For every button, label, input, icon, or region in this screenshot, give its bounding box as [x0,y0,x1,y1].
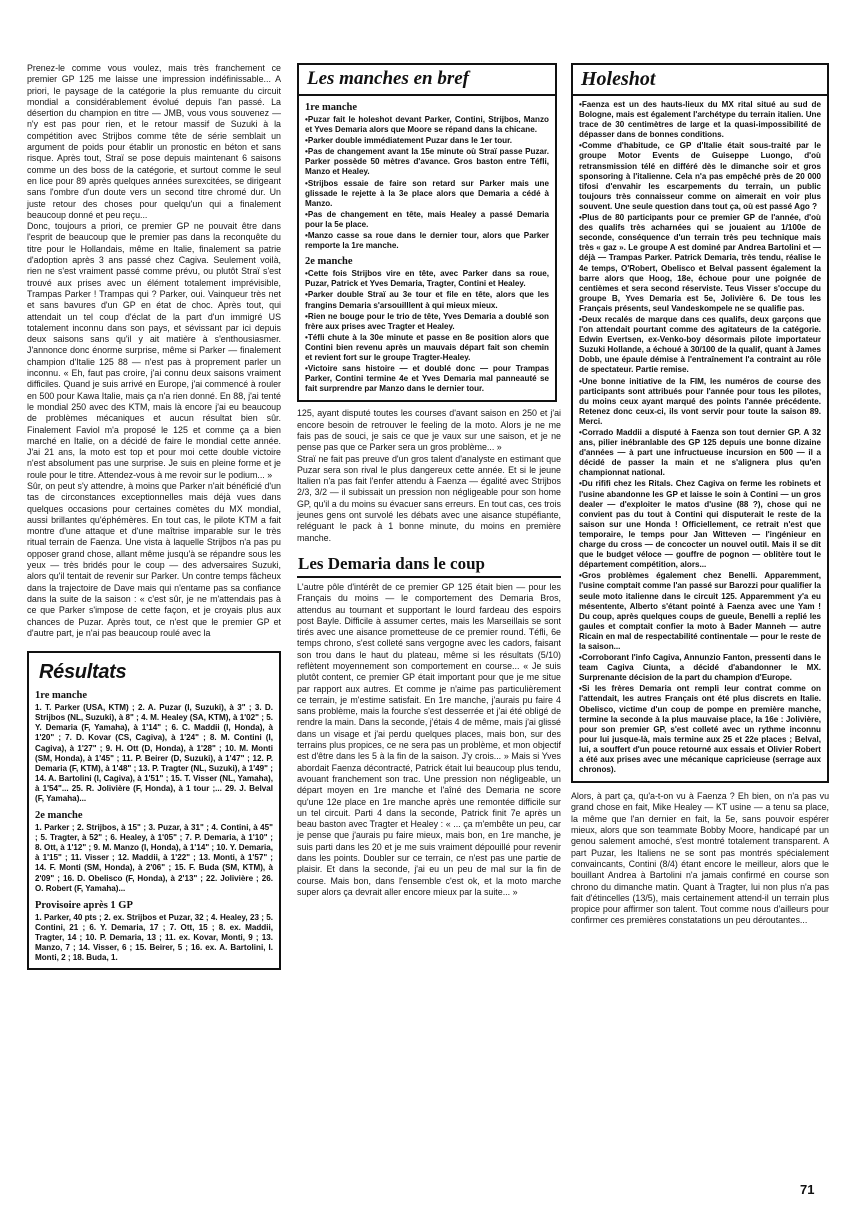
holeshot-item: • Deux recalés de marque dans ces qualifs, deux garçons que l'on attendait pourtant comme des agitateurs de la catégorie. Edwin Evertsen, ex-Venko-boy désormais pilote importateur Suzuki Hollande, a échoué à 30/100 de la qualif, quant à James Dobb, une épaule démise à l'entraînement l'a contraint au rôle de spectateur. Partie remise. [579,315,821,376]
bref-item: • Puzar fait le holeshot devant Parker, Contini, Strijbos, Manzo et Yves Demaria alors que Moore se répand dans la chicane. [305,115,549,135]
results-manche1-text: 1. T. Parker (USA, KTM) ; 2. A. Puzar (I, Suzuki), à 3" ; 3. D. Strijbos (NL, Suzuki), à 8" ; 4. M. Healey (SA, KTM), à 1'02" ; 5. Y. Demaria (F, Yamaha), à 1'14" ; 6. C. Maddii (I, Honda), à 1'20" ; 7. D. Kovar (CS, Cagiva), à 1'24" ; 8. M. Contini (I, Cagiva), à 1'27" ; 9. H. Ott (D, Honda), à 1'28" ; 10. M. Monti (SM, Honda), à 1'45" ; 11. P. Beirer (D, Suzuki), à 1'47" ; 12. P. Demaria (F, KTM), à 1'48" ; 13. P. Tragter (NL, Suzuki), à 1'49" ; 14. A. Bartolini (I, Cagiva), à 1'51" ; 15. T. Visser (NL, Yamaha), à 1'54"... 25. R. Jolivière (F, Honda), à 1 tour ;... 29. J. Belval (F, Yamaha)... [35,703,273,803]
manches-en-bref-title: Les manches en bref [299,65,555,96]
bref-item: • Parker double Straï au 3e tour et file en tête, alors que les frangins Demaria s'arsouilllent à qui mieux mieux. [305,290,549,310]
bref-item: • Parker double immédiatement Puzar dans le 1er tour. [305,136,549,146]
holeshot-item: • Faenza est un des hauts-lieux du MX rital situé au sud de Bologne, mais est également l'archétype du terrain italien. Une trace de 30 centimètres de large et la quasi-impossibilité de dépasser dans de bonnes conditions. [579,100,821,140]
bref-item: • Rien ne bouge pour le trio de tête, Yves Demaria a doublé son frère aux prises avec Tragter et Healey. [305,312,549,332]
results-box [27,651,281,970]
results-title: Résultats [39,661,127,684]
article-paragraph: L'autre pôle d'intérêt de ce premier GP 125 était bien — pour les Français du moins — le comportement des Demaria Bros, attendus au tournant et supportant le lourd fardeau des espoirs post Bayle. Difficile à assumer certes, mais les Marseillais se sont tirés avec une aisance prometteuse de ce premier round. Téfli, 6e temps chrono, s'est colleté sans vergogne avec les cadors, faisant son trou dans le haut du plateau, même si les résultats (5/10) reflètent moyennement son comportement en course... « Je suis plutôt content, ce premier GP était important pour que je me situe par rapport aux autres. Et comme je n'aime pas particulièrement ce terrain, je m'estime satisfait. En 1re manche, j'aurais pu faire 4 sans problème, mais la fourche s'est desserrée et j'ai été obligé de rendre la main. Dans la seconde, j'étais 4 de même, mais j'ai glissé dans un visage et j'ai perdu quelques places, mais bon, sur des terrains plus propices, ce ne sera pas un problème, et mon objectif est d'être dans les 5 à la fin de la saison. J'y crois... » Mais si Yves abordait Faenza décontracté, Patrick était lui beaucoup plus tendu, avouant franchement son trac. Une pression non négligeable, un départ moyen en 1re manche et l'aîné des Demaria ne score qu'une 12e place en 1re manche après une remontée difficile sur un tel circuit. Parti 4 dans la seconde, Patrick finit 7e après un beau baston avec Tragter et Healey : « ... ça m'embête un peu, car je pense que j'aurais pu faire mieux, mais bon, en 1re manche, je suis parti dans les 20 et je me suis vraiment dépouillé pour revenir dans les points. Doubler sur ce terrain, ce n'est pas une partie de plaisir. Et dans la seconde, j'ai eu un peu de mal sur la fin de course. Mais bon, dans l'ensemble c'est ok, et la moto marche super alors ça devrait aller encore mieux par la suite... » [297,581,561,897]
holeshot-item: • Une bonne initiative de la FIM, les numéros de course des participants sont attribués pour l'année pour tous les pilotes, du moins ceux ayant marqué des points l'année précédente. Retenez donc ceux-ci, ils vont servir pour toute la saison 89. Merci. [579,377,821,427]
holeshot-box [571,63,829,783]
holeshot-item: • Corroborant l'info Cagiva, Annunzio Fanton, pressenti dans le team Cagiva Ciunta, a décidé d'abandonner le MX. Surprenante décision de la part du champion d'Europe. [579,653,821,683]
holeshot-item: • Corrado Maddii a disputé à Faenza son tout dernier GP. A 32 ans, pilier inébranlable des GP 125 depuis une bonne dizaine d'années — à part une infructueuse incursion en 500 — il a décidé de passer la main et ne s'alignera plus qu'en championnat national. [579,428,821,478]
manches-en-bref-box [297,63,557,402]
holeshot-item: • Si les frères Demaria ont rempli leur contrat comme on l'attendait, les autres Français ont été plus discrets en Italie. Obelisco, victime d'un coup de pompe en première manche, termine la seconde à la plus mauvaise place, la 16e : Jolivière, pour son premier GP, s'est colleté avec un rythme inconnu pour lui jusque-là, mais termine aux 25 et 22e places ; Belval, lui, a souffert d'un pouce retourné aux essais et Olivier Robert a été aux prises avec une mécanique capricieuse (serrage aux chronos). [579,684,821,775]
bref-item: • Manzo casse sa roue dans le dernier tour, alors que Parker remporte la 1re manche. [305,231,549,251]
results-provisional-title: Provisoire après 1 GP [35,899,133,911]
holeshot-item: • Du rififi chez les Ritals. Chez Cagiva on ferme les robinets et l'usine abandonne les GP et laisse le soin à Contini — un gros dealer — d'exploiter le matos d'usine (88 ?), chose qui ne convient pas du tout à Contini qui disputerait le reste de la saison sur une Honda ! Officiellement, ce retrait n'est que temporaire, le temps pour Jan Witteven — l'ingénieur en charge du cross — de concocter un nouvel outil. Mais il se dit que le budget véloce — gouffre de pognon — oblitère tout le département compétition, alors... [579,479,821,570]
bref-manche2-title: 2e manche [305,256,353,268]
bref-manche1-title: 1re manche [305,102,358,113]
results-manche1-title: 1re manche [35,690,88,702]
holeshot-title: Holeshot [573,65,827,96]
bref-item: • Pas de changement en tête, mais Healey a passé Demaria pour la 5e place. [305,210,549,230]
results-manche2-title: 2e manche [35,810,83,822]
column-middle [297,63,561,898]
bref-item: • Victoire sans histoire — et doublé donc — pour Trampas Parker, Contini termine 4e et Yves Demaria mal panneauté se fait surprendre par Manzo dans le dernier tour. [305,364,549,394]
column-right [571,63,829,927]
bref-item: • Cette fois Strijbos vire en tête, avec Parker dans sa roue, Puzar, Patrick et Yves Demaria, Tragter, Contini et Healey. [305,269,549,289]
bref-item: • Pas de changement avant la 15e minute où Straï passe Puzar. Parker possède 50 mètres d'avance. Gros baston entre Téfli, Manzo et Healey. [305,147,549,177]
holeshot-item: • Gros problèmes également chez Benelli. Apparemment, l'usine comptait comme l'an passé sur Barozzi pour qualifier la seule moto italienne dans le circuit 125. Apparemment y'a eu mésentente, Alberto s'étant pointé à Faenza avec une Yam ! Du coup, après quelques coups de gueule, Benelli a replié les gaules et comptait confier la moto à Bader Manneh — autre Ricain en mal de respectabilité continentale — pour le reste de la saison... [579,571,821,652]
holeshot-item: • Comme d'habitude, ce GP d'Italie était sous-traité par le groupe Motor Events de Guiseppe Luongo, d'où retransmission télé en différé dès le dimanche soir et gros sponsoring à l'italienne. Cela n'a pas empêché près de 20 000 tifosi d'envahir les escarpements du terrain, un public toujours très connaisseur comme on aimerait en voir plus souvent. Une seule question dans tout ça, où est passé Ago ? [579,141,821,212]
holeshot-item: • Plus de 80 participants pour ce premier GP de l'année, d'où des qualifs très acharnées qui se jouaient au 1/100e de seconde, conséquence d'un terrain très peu technique mais très « gaz ». Le groupe A est dominé par Andrea Bartolini et — déjà — Trampas Parker. Patrick Demaria, très tendu, réalise le 4e temps, O'Robert, Obelisco et Belval passent également la barre alors que Hoog, 18e, échoue pour une poignée de centièmes et sera second réserviste. Teus Visser s'occupe du groupe B, Yves Demaria est 5e, Jolivière 6. De tous les Français présents, seul Vandeskompele ne se qualifie pas. [579,213,821,314]
article-paragraph: Alors, à part ça, qu'a-t-on vu à Faenza ? Eh bien, on n'a pas vu grand chose en fait, Mike Healey — KT usine — a tenu sa place, la même que l'an dernier en fait, la 5e, sans pouvoir espérer mieux, alors que son teammate Bobby Moore, handicapé par un genou salement amoché, s'est montré totalement transparent. A part Puzar, les Italiens ne se sont pas montrés spécialement convaincants, Contini (8/4) étant encore le meilleur, alors que le bouillant Andrea à Bartolini n'a jamais confirmé en course son chrono du dimanche matin. Quant à Tragter, lui non plus n'a pas fait d'étincelles (13/5), mais certainement attend-il un terrain plus propice pour affirmer son talent. Tout comme nous d'ailleurs pour confirmer ces premières constatations un peu déroutantes... [571,791,829,926]
results-manche2-text: 1. Parker ; 2. Strijbos, à 15" ; 3. Puzar, à 31" ; 4. Contini, à 45" ; 5. Tragter, à 52" ; 6. Healey, à 1'05" ; 7. P. Demaria, à 1'10" ; 8. Ott, à 1'12" ; 9. M. Manzo (I, Honda), à 1'14" ; 10. Y. Demaria, à 1'15" ; 11. Visser ; 12. Maddii, à 1'22" ; 13. Monti, à 1'57" ; 14. F. Monti (SM, Honda), à 2'06" ; 15. F. Buda (SM, KTM), à 2'09" ; 16. D. Obelisco (F, Honda), à 2'13" ; 22. Jolivière ; 26. O. Robert (F, Yamaha)... [35,823,273,893]
results-provisional-text: 1. Parker, 40 pts ; 2. ex. Strijbos et Puzar, 32 ; 4. Healey, 23 ; 5. Contini, 21 ; 6. Y. Demaria, 17 ; 7. Ott, 15 ; 8. ex. Maddii, Tragter, 14 ; 10. P. Demaria, 13 ; 11. ex. Kovar, Monti, 9 ; 13. Manzo, 7 ; 14. Visser, 6 ; 15. Beirer, 5 ; 16. ex. A. Bartolini, I. Monti, 2 ; 18. Buda, 1. [35,912,273,963]
page-number: 71 [800,1182,815,1197]
bref-item: • Téfli chute à la 30e minute et passe en 8e position alors que Contini bien revenu après un mauvais départ fait son chemin et revient fort sur le groupe Tragter-Healey. [305,333,549,363]
article-paragraph: Sûr, on peut s'y attendre, à moins que Parker n'ait bénéficié d'un tas de circonstances exceptionnelles mais déjà vues dans quelques occasions pour certaines comètes du MX mondial, aussi brillantes qu'éphémères. En tout cas, le pilote KTM a fait montre d'une attaque et d'une maîtrise imparable sur le très ritual terrain de Faenza. Une vista à laquelle Strijbos n'a pas pu opposer grand chose, allant même jusqu'à se répandre sous les yeux — très bridés pour le coup — des adversaires Suzuki, alors qu'il tentait de revenir sur Parker. Un contre temps fâcheux dans la trajectoire de Dave mais qui n'entame pas sa confiance dans la suite de la saison : « c'est sûr, je ne m'attendais pas à ce que Parker s'impose de cette façon, et je croyais plus aux chances de Puzar. Après tout, ce n'est que le premier GP et d'autre part, je n'ai pas beaucoup roulé avec la [27,480,281,638]
article-paragraph: Prenez-le comme vous voulez, mais très franchement ce premier GP 125 me laisse une impression indéfinissable... A priori, le paysage de la catégorie la plus remuante du circuit mondial a considérablement évolué depuis l'an passé. La désertion du champion en titre — JMB, vous vous souvenez — n'y est pas pour rien, et le retour massif de Suzuki à la compétition avec Strijbos comme tête de série semblait un argument de poids pour établir un pronostic en béton et sans risque. Après tout, Straï se pose depuis maintenant 6 saisons comme un des boss de la catégorie, et surtout comme le seul en lice pour 89 après quelques années surexcitées, se dirigeant sans l'ombre d'un doute vers un second titre chromé dur. Un juste retour des choses pour quelqu'un qui a finalement beaucoup donné et peu reçu... [27,63,281,220]
bref-item: • Strijbos essaie de faire son retard sur Parker mais une glissade le rejette à la 3e place alors que Demaria a cédé à Manzo. [305,179,549,209]
column-left [27,63,281,970]
section-heading-demaria: Les Demaria dans le coup [297,554,561,578]
article-paragraph: Straï ne fait pas preuve d'un gros talent d'analyste en estimant que Puzar sera son rival le plus dangereux cette année. Et si le jeune Italien n'a pas fait l'enfer attendu à Faenza — égalité avec Strijbos 2/3, 3/2 — il subissait un pression non négligeable pour son home GP, qu'il a du moins su évacuer sans erreurs. En tout cas, ces trois jeunes gens ont survolé les débats avec une aisance stupéfiante, reléguant le pack à 1 bonne minute, du moins en première manche. [297,453,561,543]
article-paragraph: 125, ayant disputé toutes les courses d'avant saison en 250 et j'ai encore besoin de retrouver le feeling de la moto. Alors je ne me fais pas de souci, je sais ce que je vaux sur une saison, et je ne pense pas que ce Parker sera un gros problème... » [297,408,561,453]
article-paragraph: Donc, toujours a priori, ce premier GP ne pouvait être dans l'esprit de beaucoup que le premier pas dans la reconquête du titre pour le Hollandais, même en Italie, finalement sa patrie d'adoption après 3 ans passé chez Cagiva. Seulement voilà, rien ne s'est vraiment passé comme prévu, ou plutôt Straï s'est trouvé aux prises avec un élément totalement imprévisible, Trampas Parker ! Trampas qui ? Parker, oui. Vainqueur très net et sans bavures d'un GP en état de choc. Après tout, qui attendait un tel coup d'éclat de la part d'un immigré US totalement inconnu dans son pays, et sévissant par ici depuis deux saisons sans qu'il y ait matière à s'enthousiasmer. J'annonce donc énorme surprise, même si Parker — finalement champion d'Italie 125 88 — n'est pas à proprement parler un inconnu. « Eh, faut pas croire, j'ai connu deux saisons vraiment difficiles. Quand je suis arrivé en Europe, j'ai commencé à rouler en 500 pour Kawa Italie, mais ça n'a rien donné. En 88, j'ai tenté le mondial 250 avec des KTM, mais là encore j'ai eu beaucoup de problèmes mécaniques et aucun résultat bien sûr. Finalement Faviol m'a proposé le 125 et comme ça a bien marché en Italie, on a décidé de faire le mondial cette année. J'ai 21 ans, la moto est top et pour moi cette double victoire n'est absolument pas une surprise. Je suis en pleine forme et je roule pour le titre. Attendez-vous à me revoir sur le podium... » [27,221,281,480]
